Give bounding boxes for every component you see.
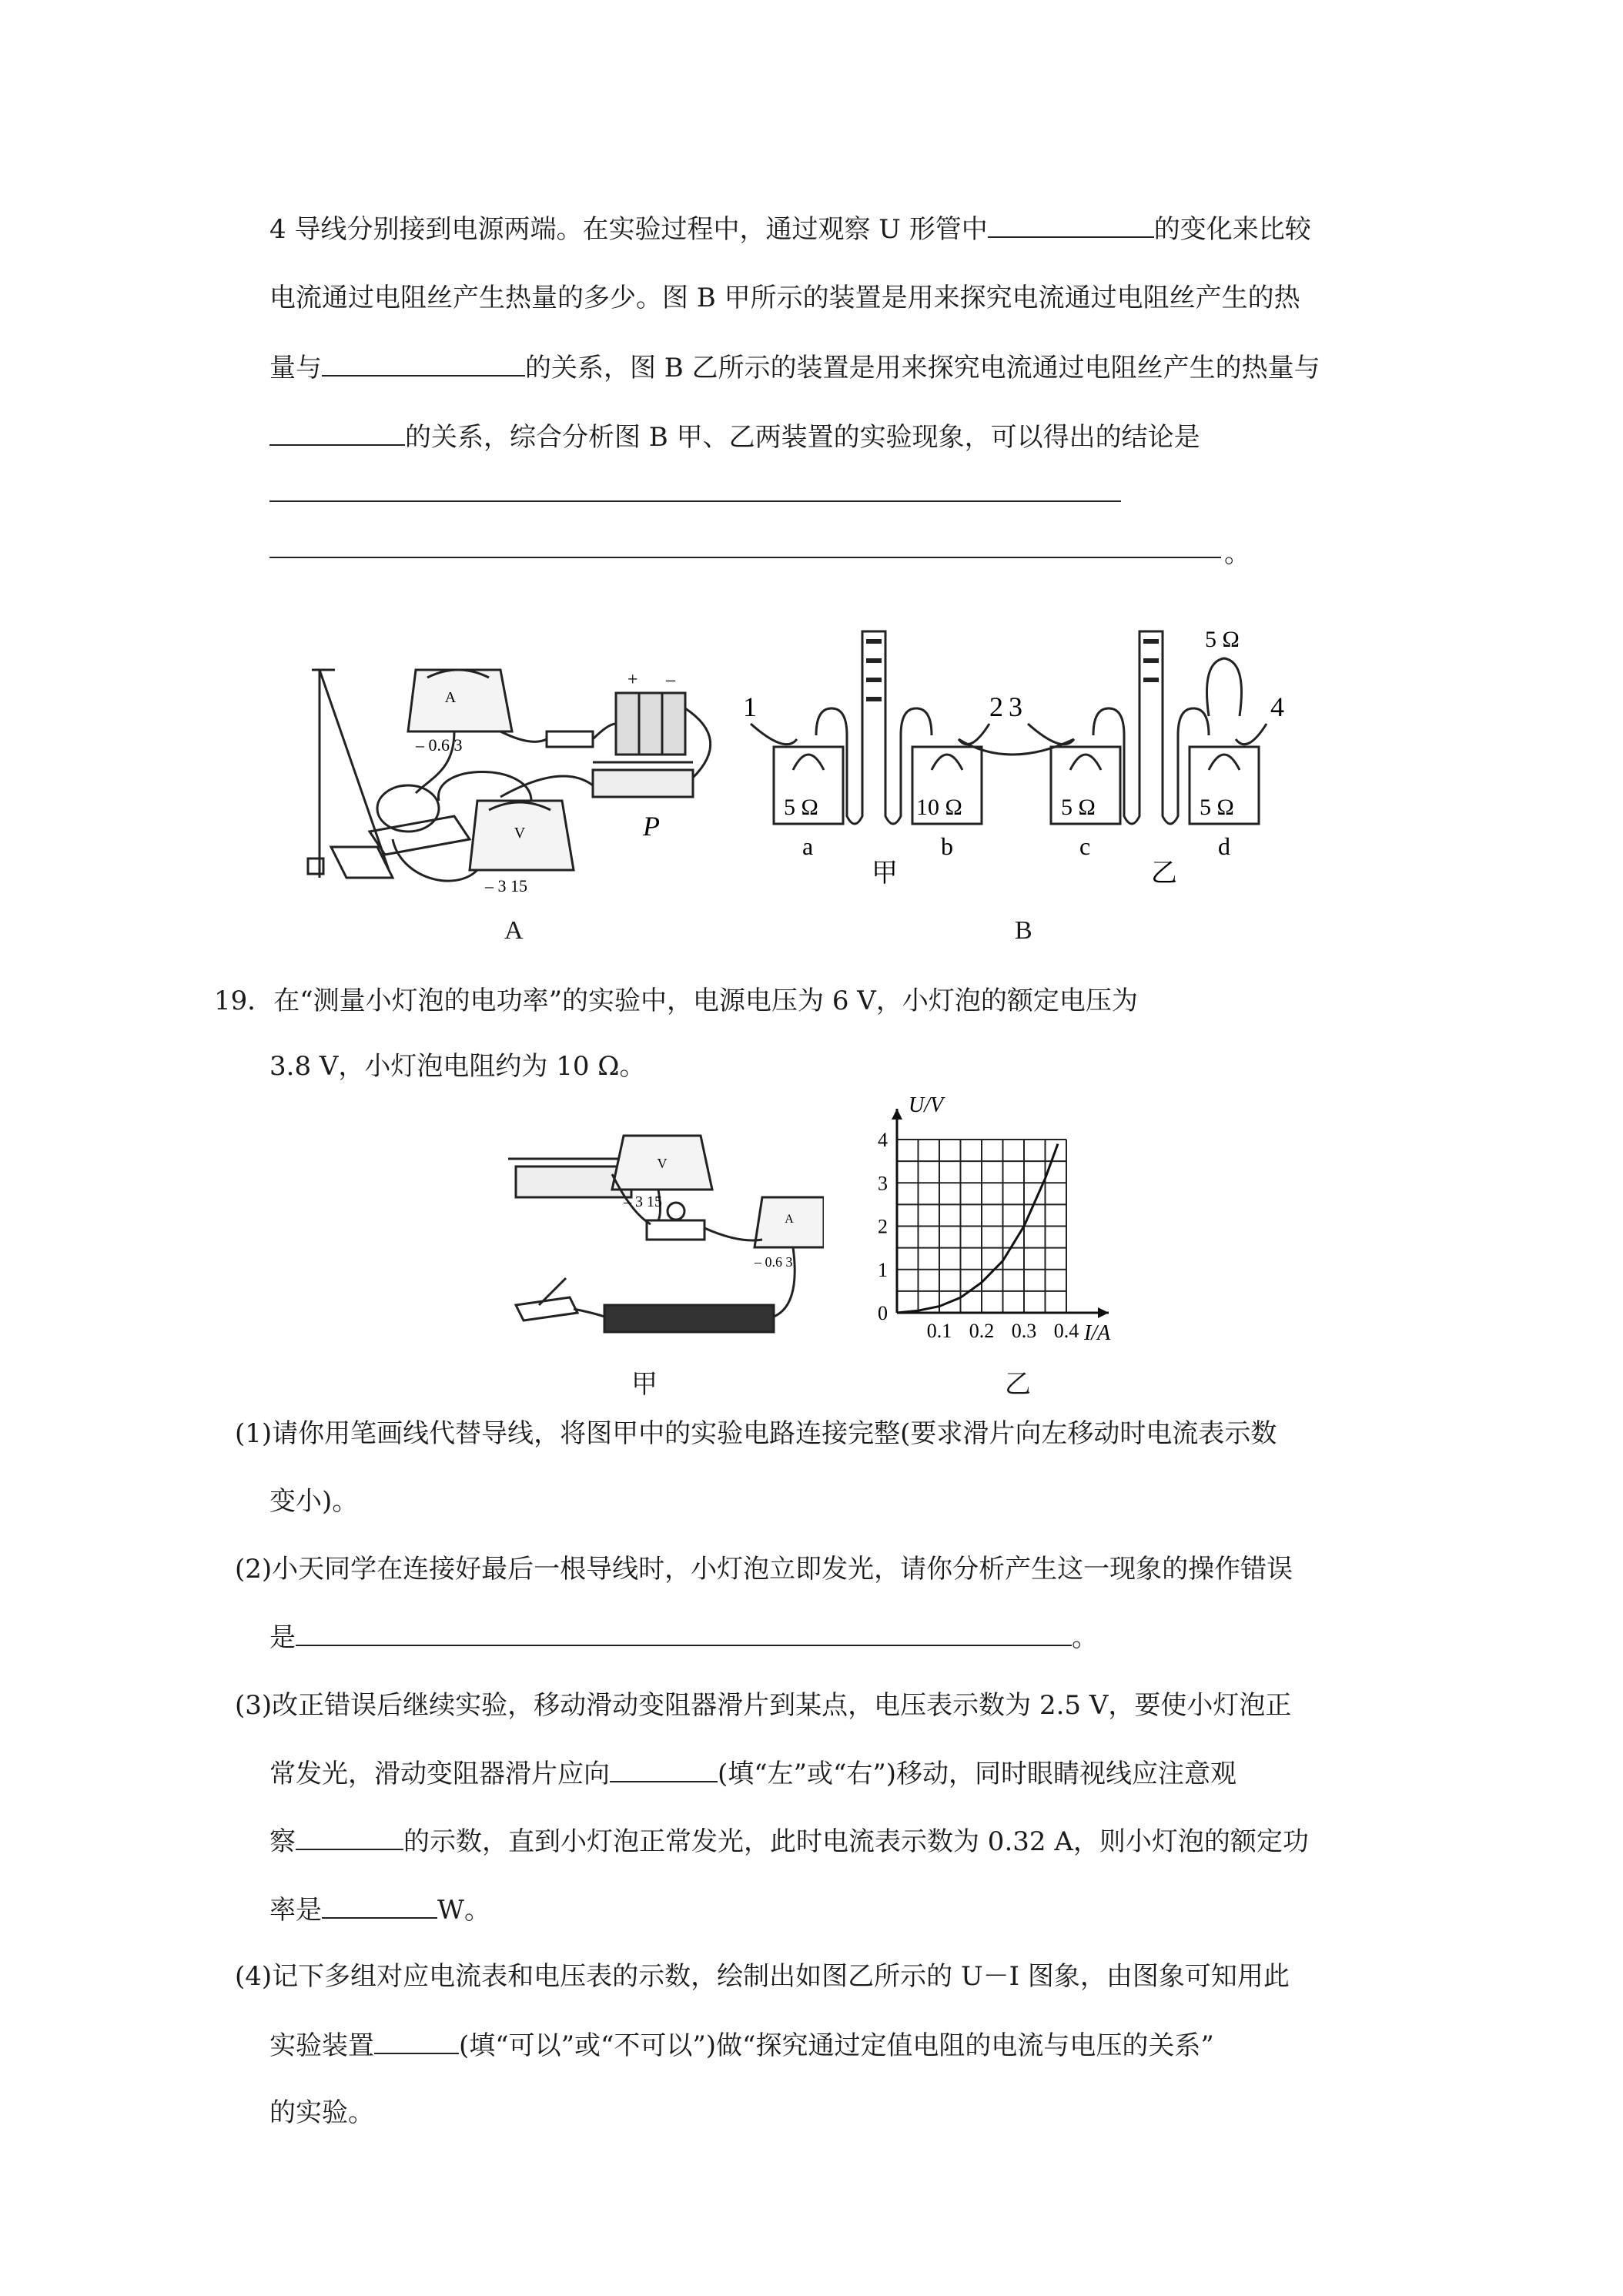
y-axis-arrow	[892, 1109, 902, 1120]
q19-part3-d-tail: W。	[437, 1895, 490, 1926]
answer-blank-slider-direction[interactable]	[610, 1758, 718, 1782]
x-tick-label: 0.2	[969, 1320, 995, 1342]
fig-a-battery-plus: +	[627, 670, 638, 690]
q18-line4-tail: 的关系，综合分析图 B 甲、乙两装置的实验现象，可以得出的结论是	[405, 422, 1200, 453]
fig-b-label-d: d	[1218, 832, 1230, 860]
q19-stem-2: 3.8 V，小灯泡电阻约为 10 Ω。	[269, 1051, 646, 1082]
fig-b-sub-jia: 甲	[872, 859, 898, 888]
q19-part3-b-head: 常发光，滑动变阻器滑片应向	[269, 1759, 610, 1789]
answer-line-conclusion-2[interactable]	[269, 557, 1221, 558]
fig-a-ammeter-scale: – 0.6 3	[416, 735, 463, 755]
chart-grid	[897, 1140, 1066, 1313]
q19-part3-c-head: 察	[269, 1826, 296, 1857]
q19-part3-line1: (3)改正错误后继续实验，移动滑动变阻器滑片到某点，电压表示数为 2.5 V，要使小灯泡正	[235, 1690, 1292, 1721]
fig-b-resistor-d: 5 Ω	[1200, 795, 1234, 820]
q19-part1-line1: (1)请你用笔画线代替导线，将图甲中的实验电路连接完整(要求滑片向左移动时电流表示数	[235, 1418, 1277, 1449]
answer-blank-fig-b-jia[interactable]	[322, 352, 525, 377]
figure-b-caption: B	[1015, 916, 1032, 945]
q19-part3-b-tail: (填“左”或“右”)移动，同时眼睛视线应注意观	[718, 1759, 1237, 1789]
q18-line-1	[269, 213, 1311, 245]
fig-a-battery-minus: –	[666, 670, 675, 690]
q19-part4-b-head: 实验装置	[269, 2030, 374, 2061]
q19-part4-line3: 的实验。	[269, 2097, 374, 2128]
fig-a-slider-label: P	[643, 811, 660, 842]
fig-b-label-c: c	[1079, 832, 1091, 860]
q18-line-4	[269, 421, 1200, 453]
fig-b-resistor-a: 5 Ω	[784, 795, 818, 820]
chart-x-label: I/A	[1084, 1321, 1111, 1345]
x-tick-label: 0.1	[926, 1320, 952, 1342]
y-tick-label: 3	[878, 1172, 888, 1195]
q18-end-mark: 。	[1224, 538, 1250, 569]
q19-part4-line2	[269, 2030, 1214, 2061]
q18-line3-tail: 的关系，图 B 乙所示的装置是用来探究电流通过电阻丝产生的热量与	[525, 353, 1320, 383]
fig-b-terminal-1: 1	[743, 691, 757, 722]
y-tick-label: 2	[878, 1215, 888, 1238]
figure-a-circuit	[300, 647, 762, 909]
fig19-ammeter-scale: – 0.6 3	[755, 1254, 793, 1270]
fig-b-label-b: b	[941, 832, 953, 860]
fig-b-label-a: a	[802, 832, 814, 860]
fig-b-terminal-3: 3	[1009, 691, 1022, 722]
figure-19-jia-circuit	[500, 1120, 824, 1344]
answer-blank-observe-meter[interactable]	[296, 1826, 403, 1850]
figure-19-yi-caption: 乙	[1005, 1371, 1031, 1399]
figure-19-jia-caption: 甲	[631, 1371, 658, 1399]
answer-blank-can-or-cannot[interactable]	[374, 2030, 459, 2054]
q18-line-3	[269, 352, 1320, 383]
answer-blank-operation-error[interactable]	[296, 1622, 1072, 1646]
fig-b-terminal-2: 2	[989, 691, 1003, 722]
chart-series-line	[897, 1144, 1058, 1313]
chart-y-label: U/V	[909, 1093, 944, 1117]
q18-line-2: 电流通过电阻丝产生热量的多少。图 B 甲所示的装置是用来探究电流通过电阻丝产生的热	[269, 283, 1300, 313]
answer-blank-u-tube[interactable]	[988, 213, 1154, 238]
q19-part3-line4	[269, 1894, 490, 1926]
x-axis-arrow	[1098, 1307, 1109, 1318]
x-tick-label: 0.3	[1011, 1320, 1037, 1342]
y-tick-label: 0	[878, 1302, 888, 1324]
q19-stem-1: 19．在“测量小灯泡的电功率”的实验中，电源电压为 6 V，小灯泡的额定电压为	[214, 986, 1138, 1016]
q19-part3-c-tail: 的示数，直到小灯泡正常发光，此时电流表示数为 0.32 A，则小灯泡的额定功	[403, 1826, 1309, 1857]
fig-b-terminal-4: 4	[1270, 691, 1284, 722]
q19-part2-line2	[269, 1622, 1098, 1653]
y-tick-label: 4	[878, 1129, 888, 1151]
q19-part2-tail: 。	[1072, 1622, 1098, 1653]
fig-a-voltmeter-scale: – 3 15	[485, 876, 527, 895]
q19-part3-d-head: 率是	[269, 1895, 322, 1926]
fig19-ammeter-label: A	[785, 1213, 794, 1226]
fig19-voltmeter-scale: – 3 15	[624, 1193, 662, 1210]
q18-line3-head: 量与	[269, 353, 322, 383]
q19-part2-head: 是	[269, 1622, 296, 1653]
q18-line1-text: 4 导线分别接到电源两端。在实验过程中，通过观察 U 形管中	[269, 214, 988, 245]
fig-b-resistor-b: 10 Ω	[916, 795, 962, 820]
fig-a-ammeter-label: A	[444, 689, 457, 706]
fig19-voltmeter-label: V	[657, 1156, 668, 1171]
figure-b-joule-heating	[739, 616, 1293, 901]
fig-b-sub-yi: 乙	[1151, 859, 1177, 888]
q19-part3-line2	[269, 1758, 1236, 1789]
y-tick-label: 1	[878, 1258, 888, 1281]
q19-part2-line1: (2)小天同学在连接好最后一根导线时，小灯泡立即发光，请你分析产生这一现象的操作错误	[235, 1554, 1293, 1585]
q19-part4-b-tail: (填“可以”或“不可以”)做“探究通过定值电阻的电流与电压的关系”	[459, 2030, 1214, 2061]
q19-part3-line3	[269, 1826, 1309, 1857]
answer-blank-fig-b-yi[interactable]	[269, 421, 405, 446]
fig-a-voltmeter-label: V	[514, 825, 526, 842]
x-tick-label: 0.4	[1053, 1320, 1079, 1342]
q18-line1-tail: 的变化来比较	[1153, 214, 1311, 245]
figure-a-caption: A	[504, 916, 524, 945]
q19-part1-line2: 变小)。	[269, 1486, 359, 1517]
q19-part4-line1: (4)记下多组对应电流表和电压表的示数，绘制出如图乙所示的 U－I 图象，由图象可知用此	[235, 1961, 1290, 1992]
figure-19-yi-ui-chart	[862, 1093, 1139, 1347]
fig-b-resistor-parallel: 5 Ω	[1205, 627, 1240, 652]
answer-line-conclusion-1[interactable]	[269, 500, 1121, 502]
answer-blank-rated-power[interactable]	[322, 1894, 437, 1919]
fig-b-resistor-c: 5 Ω	[1061, 795, 1096, 820]
